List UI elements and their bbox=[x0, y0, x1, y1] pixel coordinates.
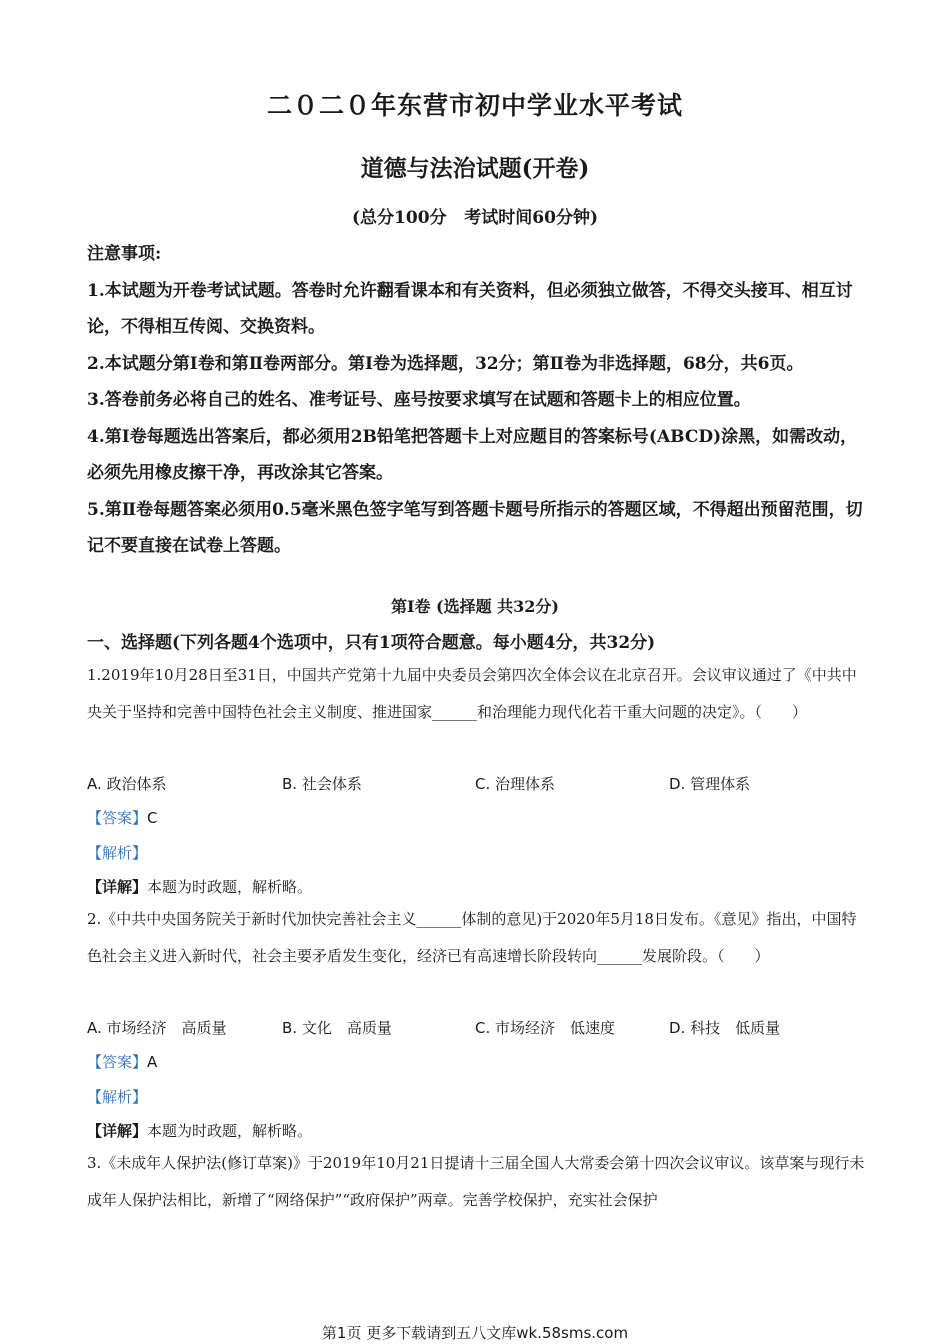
notes-heading: 注意事项: bbox=[87, 244, 162, 264]
question-1-analysis bbox=[87, 842, 147, 863]
note-item: 2.本试题分第Ⅰ卷和第Ⅱ卷两部分。第Ⅰ卷为选择题，32分；第Ⅱ卷为非选择题，68分，共6页。 bbox=[87, 353, 804, 374]
question-1-options bbox=[87, 773, 867, 803]
question-1-stem: 1.2019年10月28日至31日，中国共产党第十九届中央委员会第四次全体会议在北京召开。会议审议通过了《中共中央关于坚持和完善中国特色社会主义制度、推进国家______和治理能力现代化若干重大问题的决定》。（ ） bbox=[87, 666, 857, 721]
note-item: 1.本试题为开卷考试试题。答卷时允许翻看课本和有关资料，但必须独立做答，不得交头接耳、相互讨论，不得相互传阅、交换资料。 bbox=[87, 280, 853, 337]
question-1-detail bbox=[87, 876, 312, 897]
option-c: C. 市场经济 低速度 bbox=[475, 1019, 616, 1037]
analysis-label: 【解析】 bbox=[87, 1088, 148, 1106]
question-1-answer bbox=[87, 807, 158, 828]
answer-value: C bbox=[147, 809, 158, 827]
detail-text: 本题为时政题，解析略。 bbox=[147, 1122, 313, 1140]
question-2-options bbox=[87, 1017, 867, 1047]
option-a: A. 政治体系 bbox=[87, 775, 167, 793]
answer-label: 【答案】 bbox=[87, 809, 148, 827]
option-c: C. 治理体系 bbox=[475, 775, 556, 793]
option-a: A. 市场经济 高质量 bbox=[87, 1019, 227, 1037]
section-title: 第Ⅰ卷 (选择题 共32分) bbox=[390, 597, 560, 616]
question-3-stem: 3.《未成年人保护法(修订草案)》于2019年10月21日提请十三届全国人大常委会第十四次会议审议。该草案与现行未成年人保护法相比，新增了“网络保护”“政府保护”两章。完善学校保护，充实社会保护 bbox=[87, 1154, 865, 1209]
option-b: B. 社会体系 bbox=[282, 775, 362, 793]
note-item: 4.第Ⅰ卷每题选出答案后，都必须用2B铅笔把答题卡上对应题目的答案标号(ABCD)涂黑，如需改动，必须先用橡皮擦干净，再改涂其它答案。 bbox=[87, 426, 858, 483]
exam-subject: 道德与法治试题(开卷) bbox=[360, 155, 590, 182]
detail-label: 【详解】 bbox=[87, 1122, 148, 1140]
option-d: D. 科技 低质量 bbox=[669, 1019, 781, 1037]
note-item: 5.第Ⅱ卷每题答案必须用0.5毫米黑色签字笔写到答题卡题号所指示的答题区域，不得超出预留范围，切记不要直接在试卷上答题。 bbox=[87, 499, 863, 556]
answer-value: A bbox=[147, 1053, 158, 1071]
notes-block bbox=[87, 236, 867, 565]
answer-label: 【答案】 bbox=[87, 1053, 148, 1071]
detail-label: 【详解】 bbox=[87, 878, 148, 896]
detail-text: 本题为时政题，解析略。 bbox=[147, 878, 313, 896]
question-2-answer bbox=[87, 1051, 157, 1072]
note-item: 3.答卷前务必将自己的姓名、准考证号、座号按要求填写在试题和答题卡上的相应位置。 bbox=[87, 390, 751, 410]
exam-meta: (总分100分 考试时间60分钟) bbox=[352, 208, 598, 228]
option-b: B. 文化 高质量 bbox=[282, 1019, 392, 1037]
exam-title: 二０二０年东营市初中学业水平考试 bbox=[266, 91, 683, 120]
option-d: D. 管理体系 bbox=[669, 775, 751, 793]
question-2-stem: 2.《中共中央国务院关于新时代加快完善社会主义______体制的意见)于2020年5月18日发布。《意见》指出，中国特色社会主义进入新时代，社会主要矛盾发生变化，经济已有高速增长阶段转向______发展阶段。（ ） bbox=[87, 910, 857, 965]
question-2-detail bbox=[87, 1120, 312, 1141]
page-footer: 第1页 更多下载请到五八文库wk.58sms.com bbox=[321, 1324, 629, 1342]
question-2-analysis bbox=[87, 1086, 147, 1107]
analysis-label: 【解析】 bbox=[87, 844, 148, 862]
part-title: 一、选择题(下列各题4个选项中，只有1项符合题意。每小题4分，共32分) bbox=[87, 633, 656, 653]
